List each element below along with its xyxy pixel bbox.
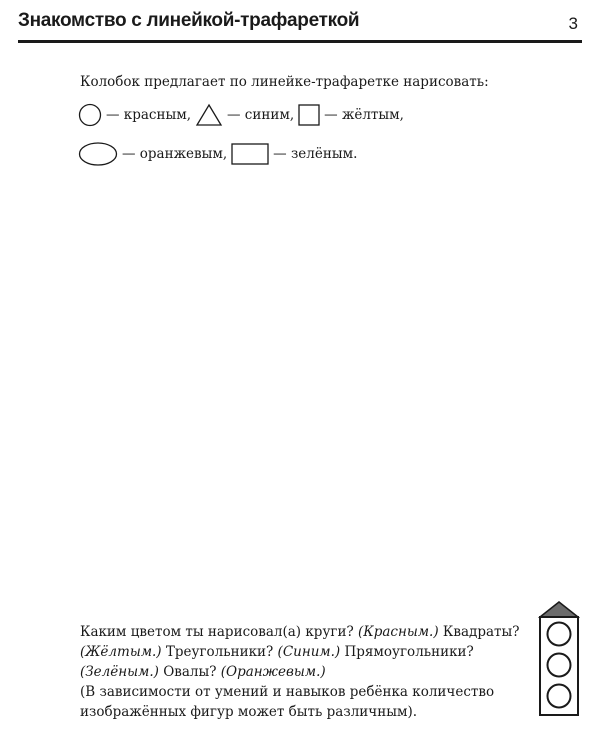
rectangle-icon xyxy=(231,143,269,165)
answer-circles: (Красным.) xyxy=(358,624,439,640)
question-ovals: Овалы? xyxy=(163,664,217,680)
question-triangles: Треугольники? xyxy=(165,644,274,660)
rectangle-label: — зелёным. xyxy=(273,146,358,162)
circle-icon xyxy=(78,103,102,127)
question-rectangles: Прямоугольники? xyxy=(344,644,474,660)
page-title: Знакомство с линейкой-трафареткой xyxy=(18,10,360,31)
circle-label: — красным, xyxy=(106,107,192,123)
triangle-icon xyxy=(195,103,223,127)
oval-icon xyxy=(78,141,118,167)
page-header xyxy=(18,8,582,43)
oval-label: — оранжевым, xyxy=(122,146,228,162)
answer-triangles: (Синим.) xyxy=(277,644,341,660)
square-label: — жёлтым, xyxy=(324,107,404,123)
triangle-label: — синим, xyxy=(227,107,295,123)
shapes-row-2 xyxy=(78,141,357,167)
square-icon xyxy=(298,104,320,126)
answer-squares: (Жёлтым.) xyxy=(80,644,162,660)
answer-rectangles: (Зелёным.) xyxy=(80,664,159,680)
shapes-row-1 xyxy=(78,103,404,127)
page-number: 3 xyxy=(568,14,578,33)
answer-ovals: (Оранжевым.) xyxy=(220,664,326,680)
note-text: (В зависимости от умений и навыков ребёнка количество изображённых фигур может быть различным). xyxy=(80,684,495,720)
question-squares: Квадраты? xyxy=(442,624,520,640)
question-circles: Каким цветом ты нарисовал(а) круги? xyxy=(80,624,354,640)
questions-block xyxy=(80,622,525,722)
traffic-light-icon xyxy=(538,600,580,718)
intro-text: Колобок предлагает по линейке-трафаретке нарисовать: xyxy=(80,74,489,90)
